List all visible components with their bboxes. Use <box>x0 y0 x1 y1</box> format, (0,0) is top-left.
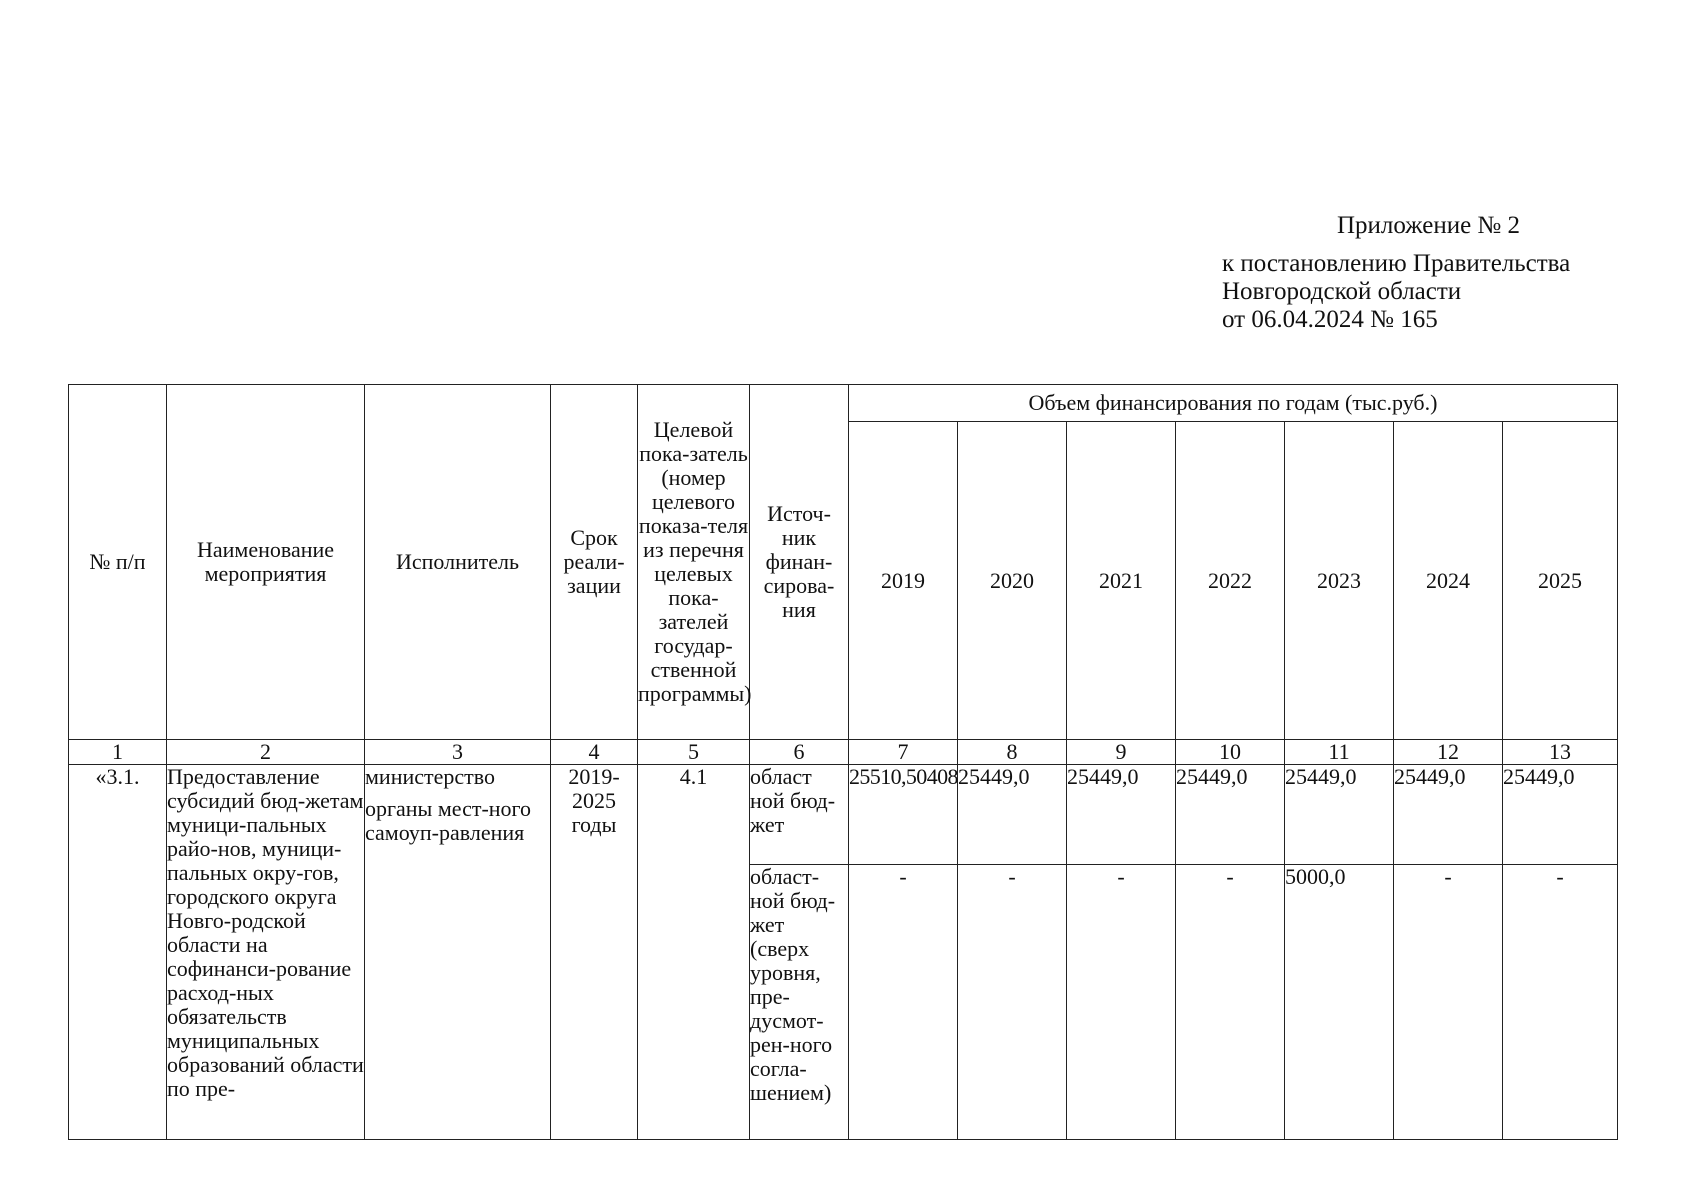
column-number: 12 <box>1394 740 1503 765</box>
executor-local-government: органы мест-ного самоуп-равления <box>365 796 532 845</box>
value-cell: - <box>958 865 1067 1140</box>
header-year: 2019 <box>849 422 958 740</box>
value-cell: - <box>1067 865 1176 1140</box>
header-year: 2025 <box>1503 422 1618 740</box>
header-target-text: Целевой пока-затель (номер целевого показа-теля из перечня целевых пока-зателей государ-ственной программы) <box>638 417 752 706</box>
header-year: 2023 <box>1285 422 1394 740</box>
column-number: 2 <box>167 740 365 765</box>
column-number: 6 <box>750 740 849 765</box>
target-cell: 4.1 <box>638 765 750 1140</box>
column-number: 1 <box>69 740 167 765</box>
appendix-line-2: Новгородской области <box>1222 278 1462 305</box>
header-no: № п/п <box>69 385 167 740</box>
source-regional-budget-extra: област-ной бюд-жет (сверх уровня, пре-дусмот-рен-ного согла-шением) <box>750 865 849 1140</box>
column-number: 9 <box>1067 740 1176 765</box>
value-cell: 25449,0 <box>1503 765 1618 865</box>
header-year: 2020 <box>958 422 1067 740</box>
column-number: 11 <box>1285 740 1394 765</box>
value-cell: 25449,0 <box>1394 765 1503 865</box>
header-target <box>638 385 750 740</box>
executor-ministry: министерство <box>365 764 496 789</box>
value-cell: - <box>849 865 958 1140</box>
value-cell: - <box>1503 865 1618 1140</box>
executor-cell <box>365 765 551 1140</box>
source-regional-budget: област ной бюд-жет <box>750 765 849 865</box>
activity-name: Предоставление субсидий бюд-жетам муници-пальных райо-нов, муници-пальных окру-гов, городского округа Новго-родской области на софинанси-рование расход-ных обязательств муниципальных образований области по пре- <box>167 765 365 1140</box>
row-number: «3.1. <box>69 765 167 1140</box>
column-number: 10 <box>1176 740 1285 765</box>
appendix-line-3: от 06.04.2024 № 165 <box>1222 306 1438 333</box>
header-year: 2024 <box>1394 422 1503 740</box>
appendix-block <box>1222 212 1570 334</box>
value-cell: 25449,0 <box>1176 765 1285 865</box>
header-name: Наименование мероприятия <box>167 385 365 740</box>
header-year: 2022 <box>1176 422 1285 740</box>
appendix-title: Приложение № 2 <box>1337 212 1521 239</box>
value-cell: 25449,0 <box>958 765 1067 865</box>
value-cell: 5000,0 <box>1285 865 1394 1140</box>
value-cell: 25449,0 <box>1285 765 1394 865</box>
column-number: 13 <box>1503 740 1618 765</box>
header-term: Срок реали-зации <box>551 385 638 740</box>
header-funding: Объем финансирования по годам (тыс.руб.) <box>849 385 1618 422</box>
column-number: 8 <box>958 740 1067 765</box>
header-year: 2021 <box>1067 422 1176 740</box>
value-cell: - <box>1176 865 1285 1140</box>
value-cell: 25449,0 <box>1067 765 1176 865</box>
column-number: 3 <box>365 740 551 765</box>
column-number: 4 <box>551 740 638 765</box>
column-number: 5 <box>638 740 750 765</box>
funding-table <box>68 384 1618 1140</box>
column-number: 7 <box>849 740 958 765</box>
term-cell: 2019-2025 годы <box>551 765 638 1140</box>
header-source: Источ-ник финан-сирова-ния <box>750 385 849 740</box>
header-executor: Исполнитель <box>365 385 551 740</box>
appendix-line-1: к постановлению Правительства <box>1222 250 1571 277</box>
value-cell: - <box>1394 865 1503 1140</box>
value-cell: 25510,50408 <box>849 765 958 865</box>
